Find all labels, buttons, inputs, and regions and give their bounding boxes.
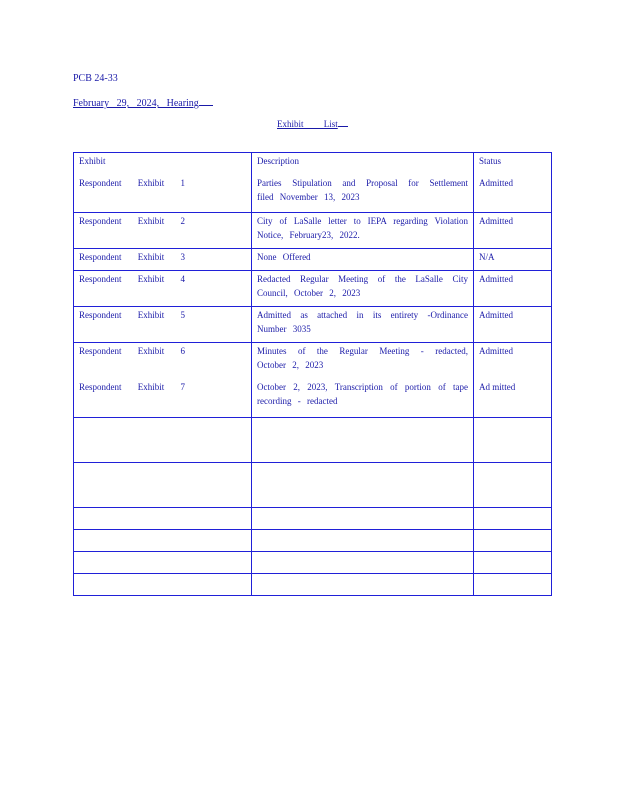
status-cell xyxy=(474,153,552,213)
hearing-date xyxy=(73,96,213,110)
empty-row xyxy=(74,530,552,552)
table-row xyxy=(74,213,552,249)
exhibit-label: Respondent Exhibit 4 xyxy=(79,274,185,284)
empty-cell xyxy=(474,574,552,596)
table-row xyxy=(74,307,552,343)
empty-cell xyxy=(74,508,252,530)
status-text: Admitted xyxy=(479,216,513,226)
status-cell xyxy=(474,213,552,249)
exhibit-cell xyxy=(74,213,252,249)
underline-pad xyxy=(338,118,348,127)
description-cell xyxy=(252,271,474,307)
status-cell xyxy=(474,307,552,343)
empty-cell xyxy=(252,418,474,463)
empty-cell xyxy=(74,463,252,508)
status-text: Admitted xyxy=(479,178,513,188)
exhibit-cell xyxy=(74,307,252,343)
empty-cell xyxy=(74,530,252,552)
column-header-description: Description xyxy=(257,156,299,166)
empty-cell xyxy=(474,508,552,530)
description-cell xyxy=(252,343,474,418)
underline-pad xyxy=(199,96,213,106)
document-title xyxy=(277,118,348,130)
description-cell xyxy=(252,153,474,213)
exhibit-label: Respondent Exhibit 6 xyxy=(79,346,185,356)
status-text: Admitted xyxy=(479,346,513,356)
status-cell xyxy=(474,249,552,271)
empty-cell xyxy=(252,508,474,530)
exhibit-label: Respondent Exhibit 2 xyxy=(79,216,185,226)
description-text: City of LaSalle letter to IEPA regarding Violation Notice, February23, 2022. xyxy=(257,216,468,240)
empty-row xyxy=(74,574,552,596)
empty-cell xyxy=(474,463,552,508)
empty-cell xyxy=(252,574,474,596)
case-number: PCB 24-33 xyxy=(73,73,118,84)
table-row xyxy=(74,153,552,213)
exhibit-cell xyxy=(74,249,252,271)
empty-cell xyxy=(474,418,552,463)
status-cell xyxy=(474,271,552,307)
exhibit-label: Respondent Exhibit 5 xyxy=(79,310,185,320)
empty-cell xyxy=(474,530,552,552)
description-text: October 2, 2023, Transcription of portion of tape recording - redacted xyxy=(257,382,468,406)
description-cell xyxy=(252,307,474,343)
empty-cell xyxy=(252,530,474,552)
empty-row xyxy=(74,418,552,463)
description-text: Admitted as attached in its entirety -Ordinance Number 3035 xyxy=(257,310,468,334)
table-row xyxy=(74,249,552,271)
description-text: Minutes of the Regular Meeting - redacted, October 2, 2023 xyxy=(257,346,468,370)
exhibit-cell xyxy=(74,153,252,213)
empty-cell xyxy=(74,574,252,596)
exhibit-cell xyxy=(74,271,252,307)
exhibit-label: Respondent Exhibit 7 xyxy=(79,382,185,392)
empty-row xyxy=(74,508,552,530)
table-row xyxy=(74,343,552,418)
empty-row xyxy=(74,463,552,508)
status-text: N/A xyxy=(479,252,495,262)
empty-cell xyxy=(74,418,252,463)
empty-cell xyxy=(252,463,474,508)
description-cell xyxy=(252,213,474,249)
status-cell xyxy=(474,343,552,418)
empty-cell xyxy=(74,552,252,574)
status-text: Admitted xyxy=(479,310,513,320)
empty-cell xyxy=(252,552,474,574)
exhibit-label: Respondent Exhibit 1 xyxy=(79,178,185,188)
status-text: Admitted xyxy=(479,274,513,284)
table-row xyxy=(74,271,552,307)
description-text: Redacted Regular Meeting of the LaSalle City Council, October 2, 2023 xyxy=(257,274,468,298)
title-text: Exhibit List xyxy=(277,119,338,129)
description-text: None Offered xyxy=(257,252,311,262)
column-header-exhibit: Exhibit xyxy=(79,156,106,166)
hearing-text: February 29, 2024, Hearing xyxy=(73,98,199,109)
description-cell xyxy=(252,249,474,271)
empty-row xyxy=(74,552,552,574)
description-text: Parties Stipulation and Proposal for Settlement filed November 13, 2023 xyxy=(257,178,468,202)
column-header-status: Status xyxy=(479,156,502,166)
exhibit-label: Respondent Exhibit 3 xyxy=(79,252,185,262)
exhibit-table xyxy=(73,152,552,596)
status-text: Ad mitted xyxy=(479,382,516,392)
empty-cell xyxy=(474,552,552,574)
exhibit-cell xyxy=(74,343,252,418)
